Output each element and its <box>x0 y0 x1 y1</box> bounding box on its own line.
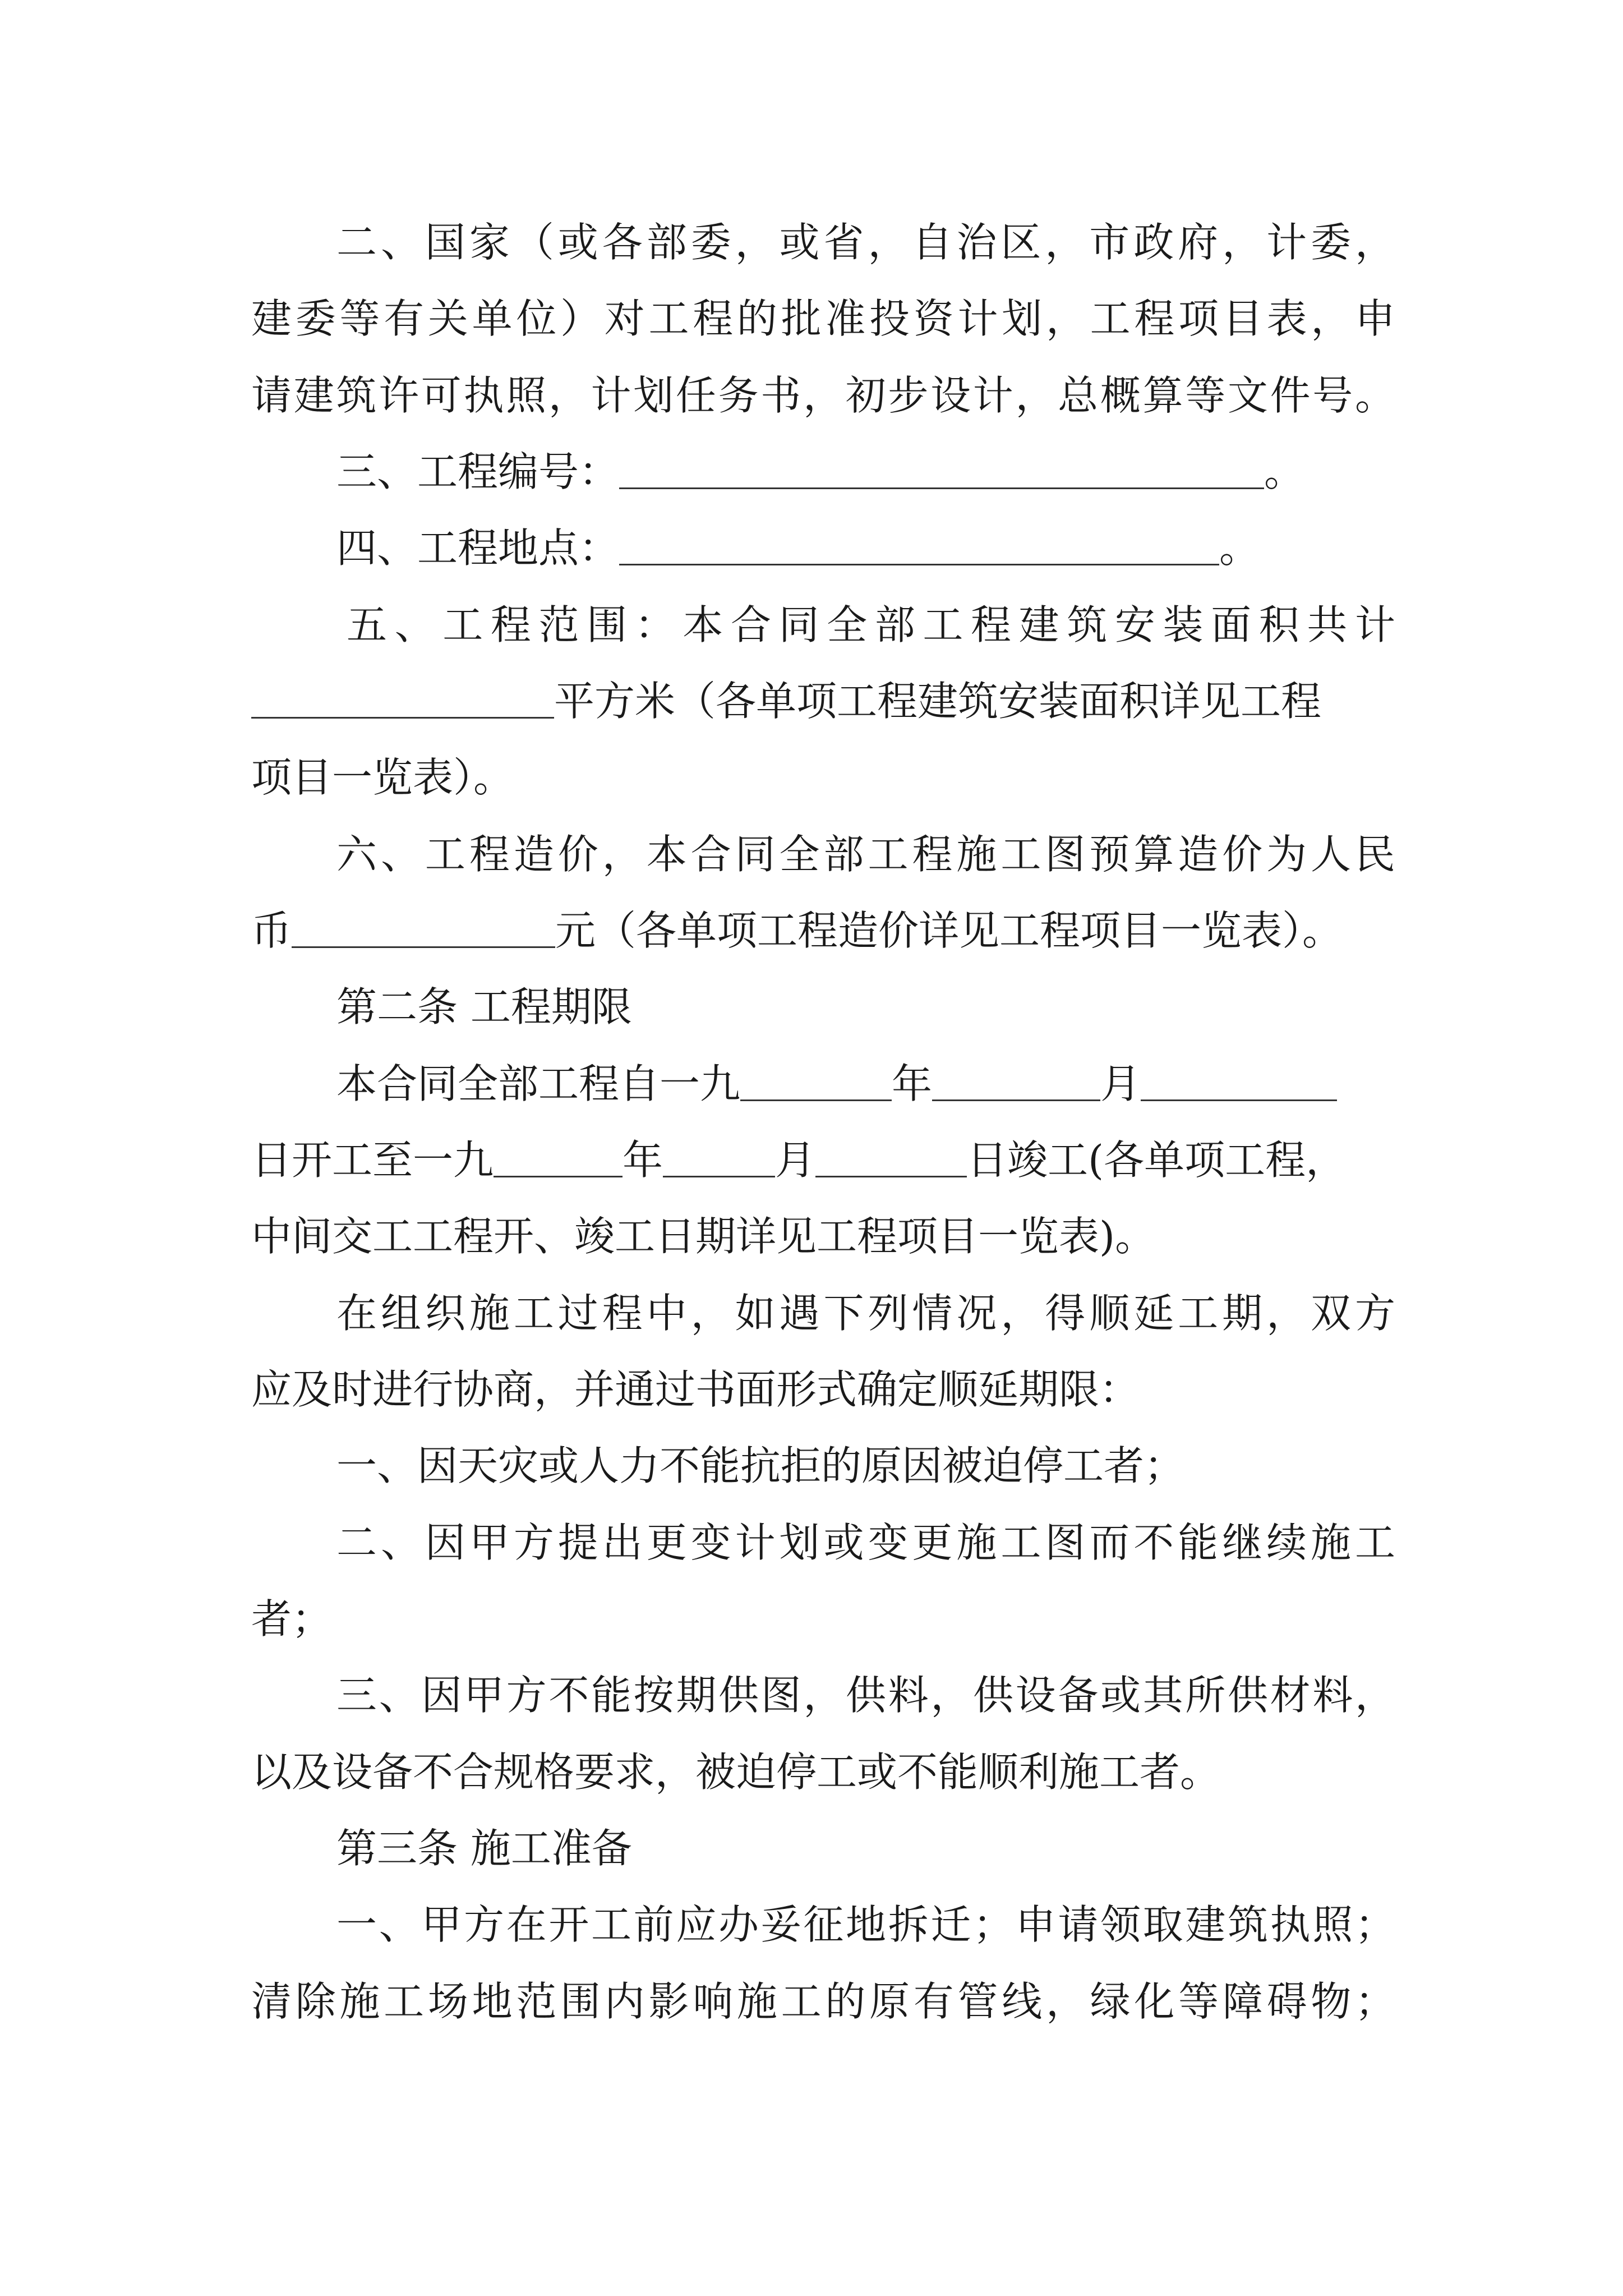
area-blank <box>251 677 554 719</box>
section-heading: 第二条 工程期限 <box>336 983 632 1030</box>
text-line: 一、因天灾或人力不能抗拒的原因被迫停工者； <box>336 1442 1185 1489</box>
end-date-text: 日竣工(各单项工程， <box>967 1137 1347 1184</box>
end-date-line <box>251 1129 1395 1191</box>
month-label: 月 <box>1100 1060 1141 1107</box>
cost-text: 元（各单项工程造价详见工程项目一览表）。 <box>555 907 1343 954</box>
start-date-label: 本合同全部工程自一九 <box>336 1060 741 1107</box>
area-text: 平方米（各单项工程建筑安装面积详见工程 <box>554 678 1322 725</box>
text-line: 六、工程造价，本合同全部工程施工图预算造价为人民 <box>336 831 1395 878</box>
area-line <box>251 670 1395 732</box>
project-number-label: 三、工程编号： <box>336 448 620 495</box>
end-year-blank <box>494 1135 623 1177</box>
start-day-blank <box>1141 1059 1337 1101</box>
section-heading: 第三条 施工准备 <box>336 1825 632 1872</box>
year-label: 年 <box>623 1137 663 1184</box>
end-month-blank <box>663 1135 775 1177</box>
project-location-blank <box>619 523 1219 565</box>
text-line: 二、因甲方提出更变计划或变更施工图而不能继续施工 <box>336 1519 1395 1566</box>
month-label: 月 <box>775 1137 816 1184</box>
text-line: 建委等有关单位）对工程的批准投资计划，工程项目表，申 <box>251 295 1395 342</box>
start-date-line <box>336 1053 1395 1115</box>
project-number-line <box>336 441 1395 503</box>
start-month-blank <box>932 1059 1100 1101</box>
punctuation: 。 <box>1264 448 1305 495</box>
text-line: 以及设备不合规格要求，被迫停工或不能顺利施工者。 <box>251 1749 1221 1796</box>
text-line: 清除施工场地范围内影响施工的原有管线，绿化等障碍物； <box>251 1978 1395 2025</box>
text-line: 一、甲方在开工前应办妥征地拆迁；申请领取建筑执照； <box>336 1901 1395 1948</box>
cost-blank <box>292 906 555 948</box>
start-year-blank <box>740 1059 892 1101</box>
text-line: 项目一览表）。 <box>251 754 514 801</box>
text-line: 五、工程范围：本合同全部工程建筑安装面积共计 <box>347 601 1395 648</box>
text-line: 应及时进行协商，并通过书面形式确定顺延期限： <box>251 1366 1140 1413</box>
cost-label: 币 <box>251 907 292 954</box>
text-line: 者； <box>251 1595 333 1642</box>
project-location-line <box>336 517 1395 579</box>
text-line: 请建筑许可执照，计划任务书，初步设计，总概算等文件号。 <box>251 372 1395 419</box>
cost-line <box>251 900 1395 961</box>
punctuation: 。 <box>1219 524 1260 572</box>
text-line: 在组织施工过程中，如遇下列情况，得顺延工期，双方 <box>336 1290 1395 1337</box>
end-day-blank <box>815 1135 967 1177</box>
year-label: 年 <box>892 1060 933 1107</box>
text-line: 中间交工工程开、竣工日期详见工程项目一览表)。 <box>251 1213 1156 1260</box>
project-number-blank <box>619 447 1264 489</box>
project-location-label: 四、工程地点： <box>336 524 620 572</box>
text-line: 三、因甲方不能按期供图，供料，供设备或其所供材料， <box>336 1672 1395 1719</box>
end-date-label: 日开工至一九 <box>251 1137 494 1184</box>
text-line: 二、国家（或各部委，或省，自治区，市政府，计委， <box>336 219 1395 266</box>
